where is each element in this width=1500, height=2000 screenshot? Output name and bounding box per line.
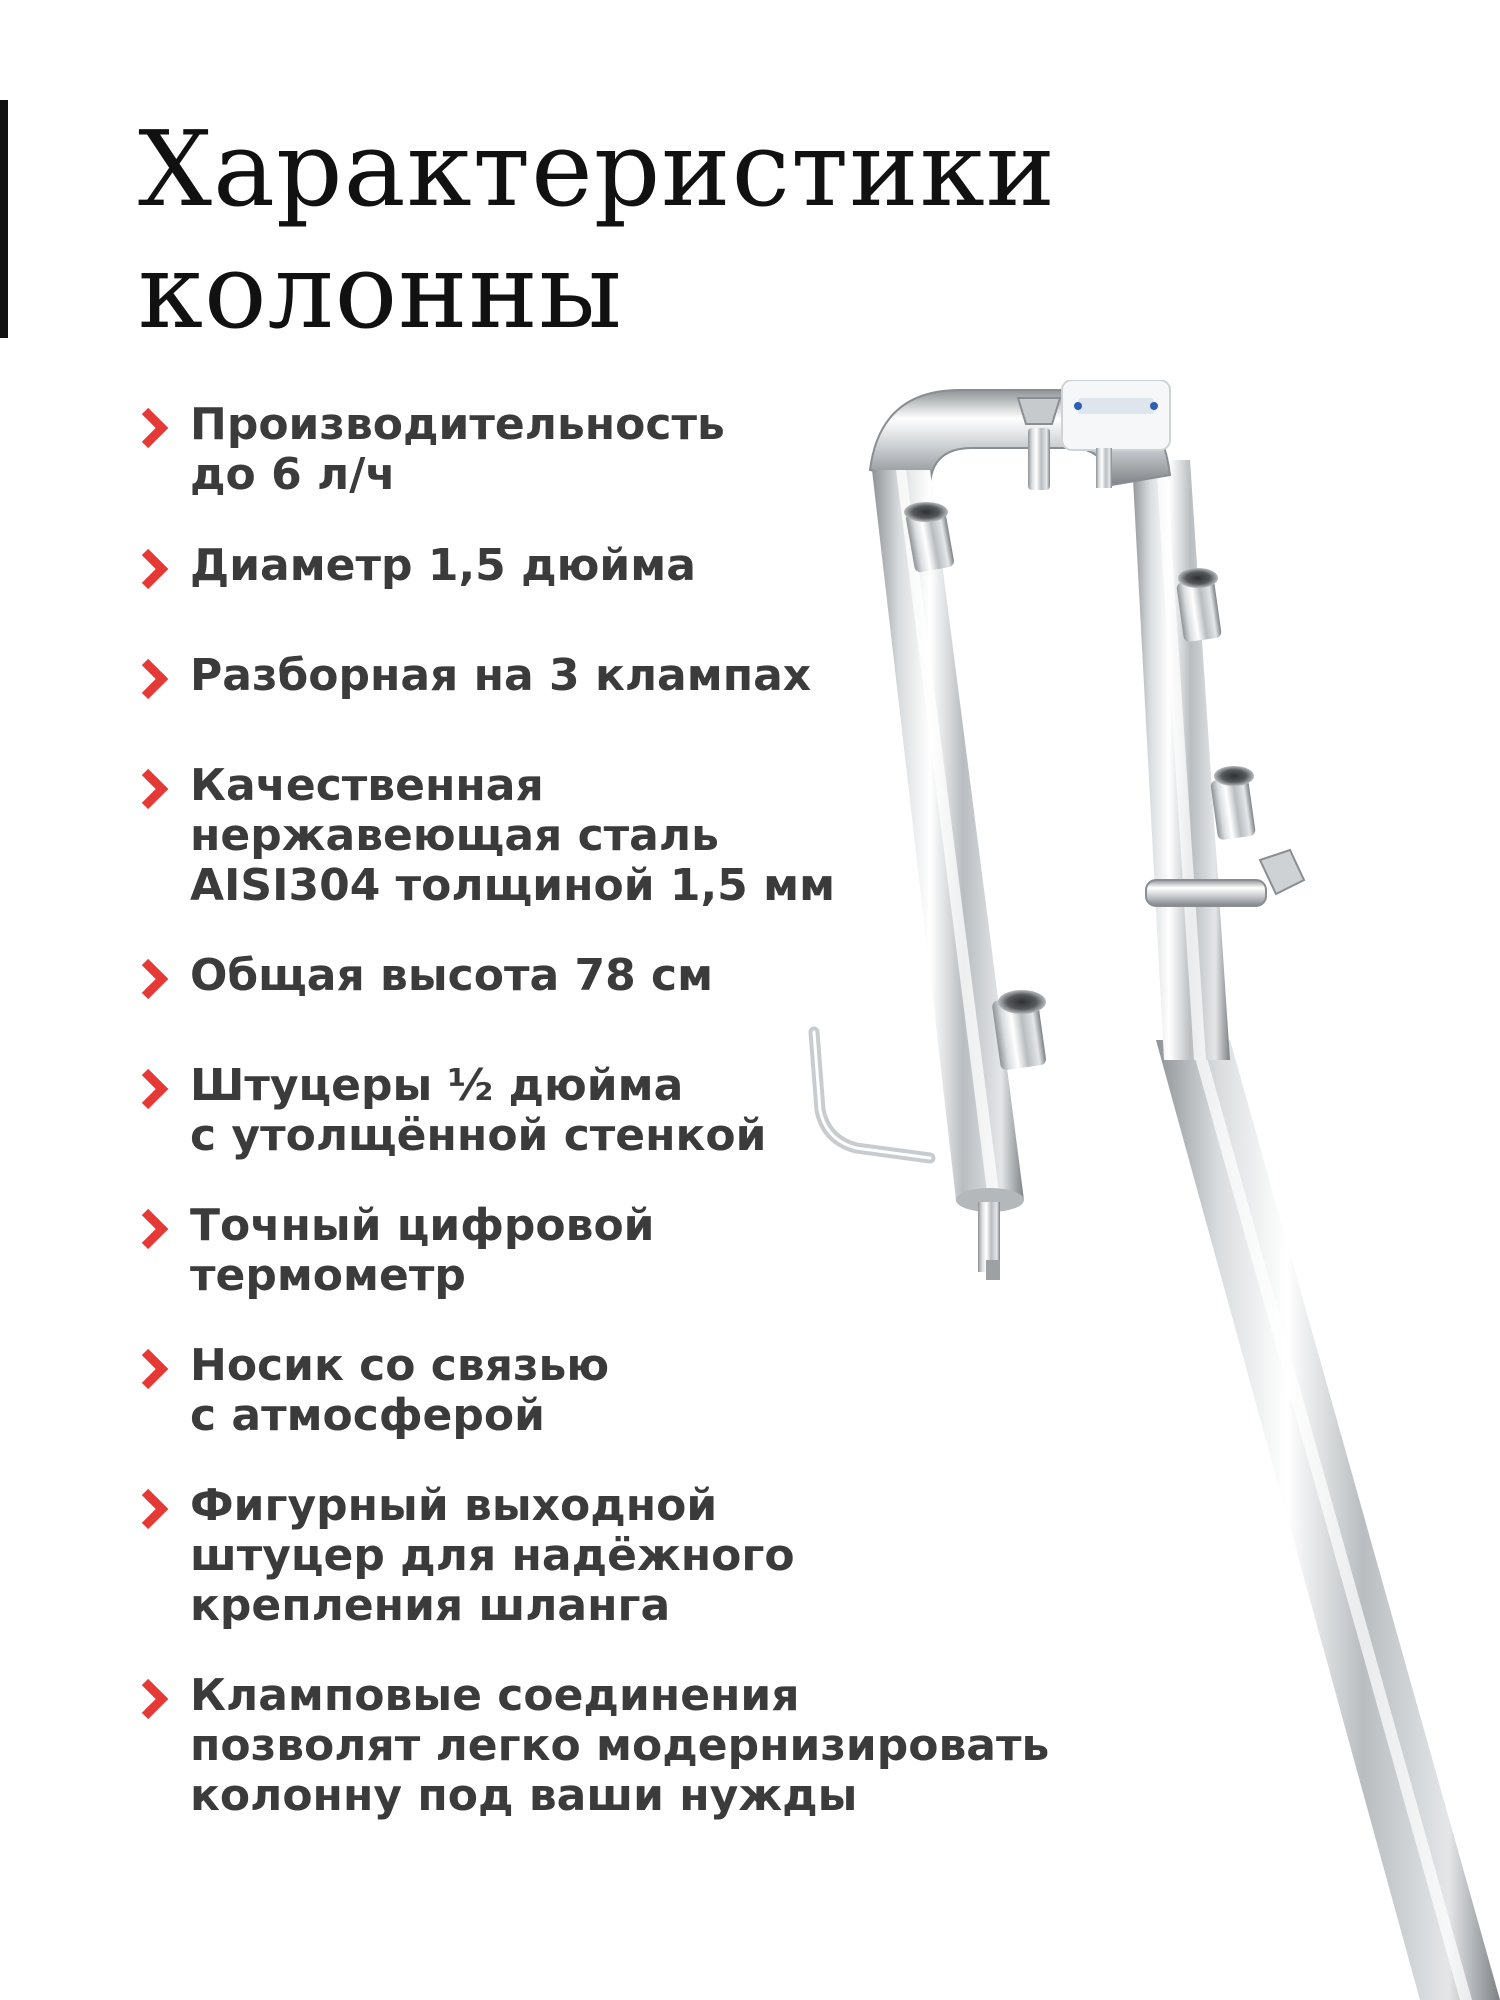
fitting	[1176, 568, 1222, 642]
chevron-right-icon	[138, 405, 170, 451]
chevron-right-icon	[138, 766, 170, 812]
outlet-spout	[978, 1202, 1000, 1280]
feature-text: Качественная нержавеющая сталь AISI304 толщиной 1,5 мм	[190, 760, 836, 911]
list-item	[138, 951, 713, 1002]
chevron-right-icon	[138, 1486, 170, 1532]
feature-text: Общая высота 78 см	[190, 950, 714, 1001]
title-accent-bar	[0, 100, 8, 338]
list-item	[138, 541, 696, 592]
chevron-right-icon	[138, 1346, 170, 1392]
feature-text: Фигурный выходной штуцер для надёжного крепления шланга	[190, 1480, 795, 1631]
right-upper-tube	[1132, 460, 1230, 1060]
chevron-right-icon	[138, 1206, 170, 1252]
chevron-right-icon	[138, 656, 170, 702]
atmosphere-nozzle	[814, 1032, 930, 1158]
feature-text: Штуцеры ½ дюйма с утолщённой стенкой	[190, 1060, 767, 1161]
list-item	[138, 1341, 609, 1441]
feature-text: Носик со связью с атмосферой	[190, 1340, 610, 1441]
fitting	[991, 990, 1046, 1071]
feature-text: Производительность до 6 л/ч	[190, 399, 725, 500]
fitting	[1210, 766, 1256, 840]
chevron-right-icon	[138, 546, 170, 592]
feature-text: Кламповые соединения позволят легко модернизировать колонну под ваши нужды	[190, 1670, 1050, 1821]
main-column-tube	[1156, 1040, 1500, 2000]
list-item	[138, 400, 725, 500]
feature-text: Диаметр 1,5 дюйма	[190, 540, 696, 591]
chevron-right-icon	[138, 956, 170, 1002]
dephlegmator-tube	[872, 470, 1024, 1212]
column-product-image	[760, 380, 1500, 2000]
chevron-right-icon	[138, 1676, 170, 1722]
feature-text: Точный цифровой термометр	[190, 1200, 655, 1301]
list-item	[138, 1481, 795, 1631]
list-item	[138, 761, 835, 911]
list-item	[138, 1061, 766, 1161]
chevron-right-icon	[138, 1066, 170, 1112]
list-item	[138, 1201, 655, 1301]
page-title: Характеристики колонны	[138, 108, 1057, 352]
feature-text: Разборная на 3 клампах	[190, 650, 812, 701]
list-item	[138, 651, 811, 702]
